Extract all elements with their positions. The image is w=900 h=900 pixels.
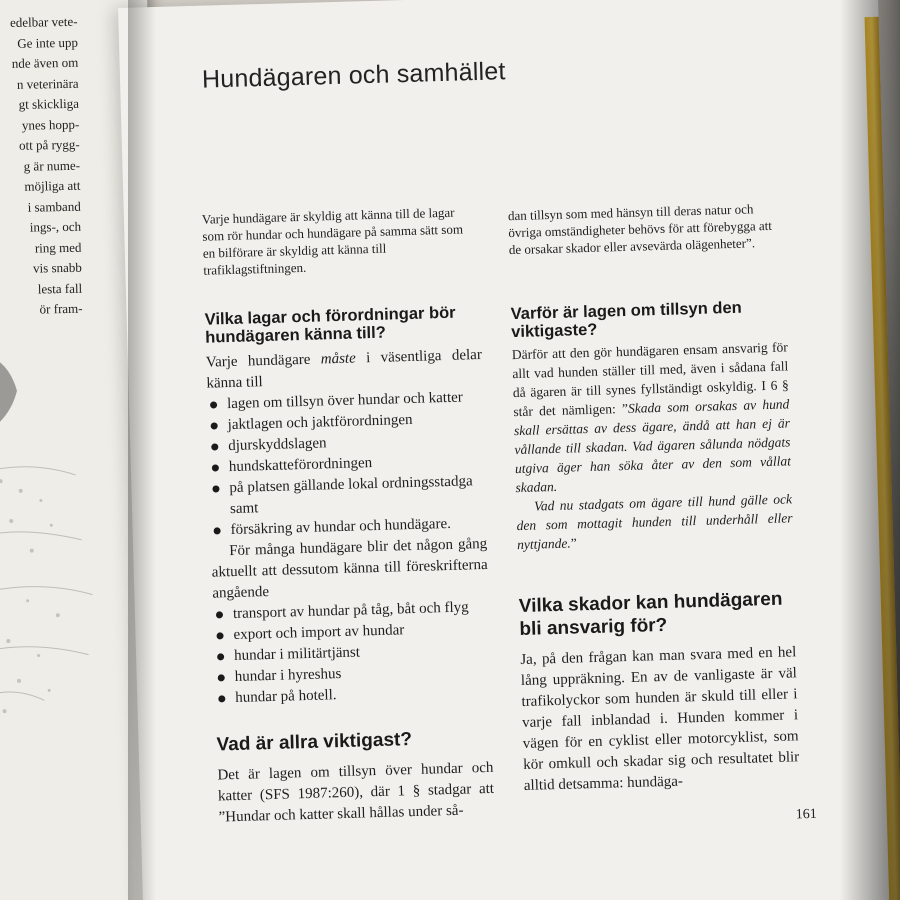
left-page-line: vis snabb [32, 259, 82, 276]
left-page-line: ynes hopp- [21, 116, 80, 133]
list-item-text: lagen om tillsyn över hundar och katter [226, 389, 464, 413]
section-damages [519, 587, 801, 797]
most-important-body: Det är lagen om tillsyn över hundar och katter (SFS 1987:260), där 1 § stadgar att ”Hundar och katter skall hållas under så- [217, 759, 495, 826]
book-gutter-shadow [128, 0, 156, 900]
left-page-line: edelbar vete- [9, 13, 78, 30]
damages-heading: Vilka skador kan hundägaren bli ansvarig för? [518, 588, 783, 641]
list-item-text: hundar i militärtjänst [233, 644, 361, 665]
left-page-line: ör fram- [39, 300, 83, 317]
right-shadow [840, 0, 900, 900]
section-laws [204, 303, 491, 710]
left-page-illustration [0, 349, 105, 751]
why-supervision-heading: Varför är lagen om tillsyn den viktigaste? [510, 298, 742, 342]
bullet-icon [217, 653, 224, 660]
regulations-list [213, 597, 492, 710]
left-page-line: ring med [34, 239, 82, 256]
list-item-text: hundar i hyreshus [234, 666, 342, 685]
bullet-icon [210, 401, 217, 408]
bullet-icon [216, 632, 223, 639]
page-title: Hundägaren och samhället [201, 57, 506, 94]
right-page [118, 0, 900, 900]
bullet-icon [216, 611, 223, 618]
most-important-heading: Vad är allra viktigast? [216, 729, 413, 756]
bullet-icon [218, 674, 225, 681]
bullet-icon [211, 443, 218, 450]
why-supervision-body: Därför att den gör hundägaren ensam ansvarig för allt vad hunden ställer till med, även i sådana fall då ägaren är till synes fyllständigt oskyldig. I 6 § står det nämligen: ”Skada som orsakas av hund skall ersättas av dess ägare, ändå att han ej är vållande till skadan. Vad ägaren sålunda nödgats utgiva äger han söka åter av den som vållat skadan. [511, 339, 792, 496]
left-page-line: i samband [27, 198, 81, 215]
list-item-text: på platsen gällande lokal ordningsstadga samt [229, 473, 473, 518]
section-most-important [216, 726, 495, 829]
left-page-line: gt skickliga [18, 95, 80, 112]
laws-list [207, 387, 487, 542]
left-page-line: möjliga att [24, 177, 81, 194]
bullet-icon [211, 422, 218, 429]
left-page-line: g är nume- [23, 157, 81, 174]
bullet-icon [214, 527, 221, 534]
left-page-text [0, 12, 83, 321]
laws-heading: Vilka lagar och förordningar bör hundägaren känna till? [204, 303, 456, 347]
list-item-text: hundskatteförordningen [228, 455, 373, 476]
section-why-supervision [510, 297, 793, 554]
laws-intro: Varje hundägare måste i väsentliga delar känna till [205, 346, 483, 392]
left-page-line: n veterinära [16, 75, 79, 92]
left-page-line: lesta fall [37, 280, 83, 296]
list-item-text: transport av hundar på tåg, båt och flyg [232, 599, 469, 623]
damages-body: Ja, på den frågan kan man svara med en hel lång uppräkning. En av de vanligaste är väl trafikolyckor som hunden är skuld till eller i varje fall inblandad i. Hunden kommer i vägen för en cyklist eller motorcyklist, som kör omkull och skadar sig och resultatet blir alltid detsamma: hundäga- [520, 644, 800, 794]
list-item-text: djurskyddslagen [228, 435, 327, 455]
intro-left: Varje hundägare är skyldig att känna till de lagar som rör hundar och hundägare på samma sätt som en bilförare är skyldig att känna till trafiklagstiftningen. [201, 204, 464, 278]
bullet-icon [212, 464, 219, 471]
left-page-line: Ge inte upp [17, 34, 79, 51]
list-item-text: försäkring av hundar och hundägare. [230, 515, 452, 539]
list-item-text: jaktlagen och jaktförordningen [227, 411, 413, 434]
page-number: 161 [795, 806, 817, 823]
bullet-icon [212, 485, 219, 492]
why-supervision-quote2: Vad nu stadgats om ägare till hund gälle ock den som mottagit hunden till underhåll eller nyttjande.” [516, 491, 793, 553]
left-page-line: nde även om [11, 54, 79, 71]
left-page-line: ott på rygg- [18, 136, 80, 153]
list-item-text: export och import av hundar [233, 622, 405, 644]
list-item-text: hundar på hotell. [235, 687, 337, 706]
intro-right: dan tillsyn som med hänsyn till deras natur och övriga omständigheter behövs för att förebygga att de orsakar skador eller avsevärda olägenheter”. [507, 201, 773, 258]
bullet-icon [218, 695, 225, 702]
left-page-line: ings-, och [29, 218, 82, 235]
laws-para2: För många hundägare blir det någon gång aktuellt att dessutom känna till föreskrifterna angående [211, 535, 488, 602]
